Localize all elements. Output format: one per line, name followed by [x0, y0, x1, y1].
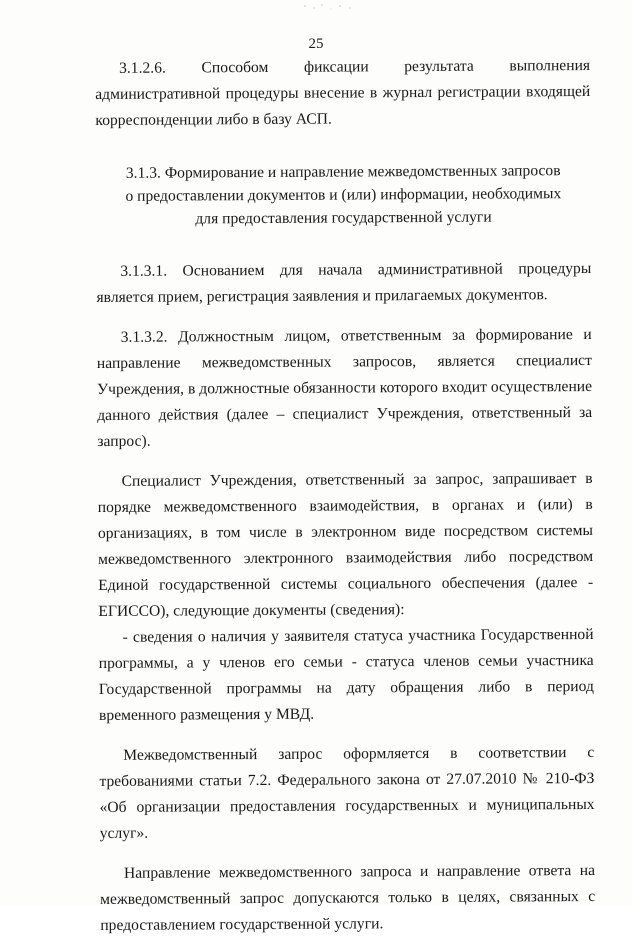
section-heading-3-1-3: 3.1.3. Формирование и направление межведомственных запросов о предоставлении документов и (или) информации, необходимых для предоставления государственной услуги — [125, 162, 562, 228]
paragraph-3-1-3-2: 3.1.3.2. Должностным лицом, ответственным за формирование и направление межведомственных запросов, является специалист Учреждения, в должностные обязанности которого входит осуществление данного действия (далее – специалист Учреждения, ответственный за запрос). — [96, 325, 593, 450]
paragraph-request-direction: Направление межведомственного запроса и направление ответа на межведомственный запрос допускаются только в целях, связанных с предоставлением государственной услуги. — [100, 861, 596, 934]
paragraph-specialist-request: Специалист Учреждения, ответственный за запрос, запрашивает в порядке межведомственного взаимодействия, в органах и (или) в организациях, в том числе в электронном виде посредством системы межведомственного электронного взаимодействия либо посредством Единой государственной системы социального обеспечения (далее - ЕГИССО), следующие документы (сведения): — [97, 469, 594, 620]
paragraph-request-format: Межведомственный запрос оформляется в соответствии с требованиями статьи 7.2. Федерального закона от 27.07.2010 № 210-ФЗ «Об организации предоставления государственных и муниципальных услуг». — [99, 743, 595, 842]
page-number: 25 — [308, 36, 324, 52]
paragraph-3-1-2-6: 3.1.2.6. Способом фиксации результата выполнения административной процедуры внесение в журнал регистрации входящей корреспонденции либо в базу АСП. — [95, 56, 591, 129]
document-body — [95, 53, 595, 939]
scan-artifact — [300, 2, 360, 12]
list-item-status-info: - сведения о наличия у заявителя статуса участника Государственной программы, а у членов его семьи - статуса членов семьи участника Государственной программы на дату обращения либо в период временного размещения у МВД. — [98, 625, 594, 724]
paragraph-3-1-3-1: 3.1.3.1. Основанием для начала административной процедуры является прием, регистрация заявления и прилагаемых документов. — [96, 259, 592, 306]
